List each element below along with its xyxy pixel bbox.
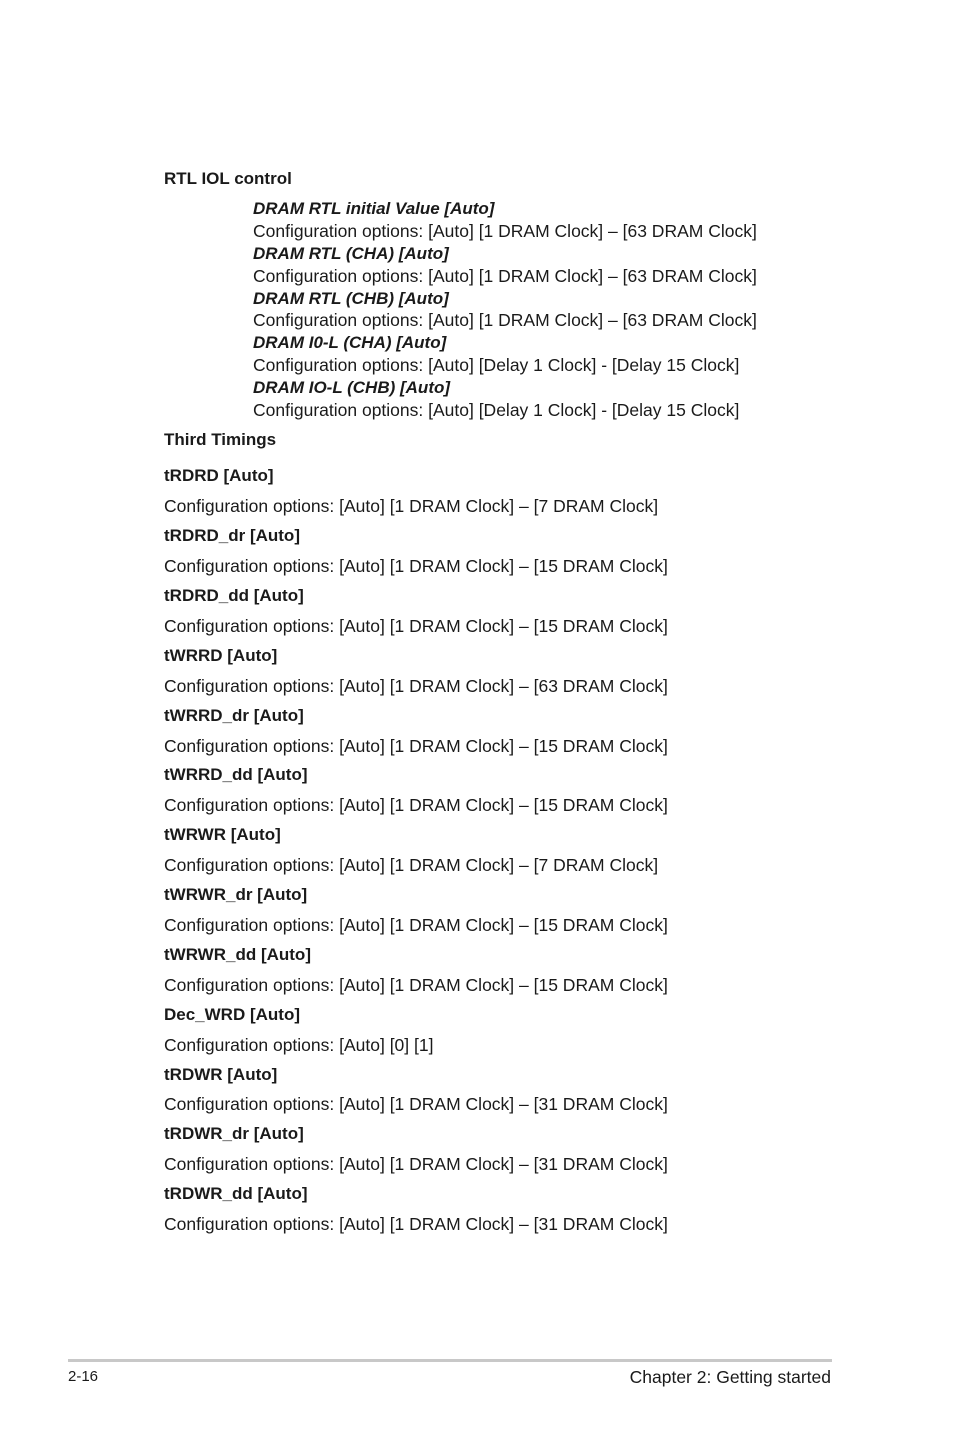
item-options-dec-wrd: Configuration options: [Auto] [0] [1]: [164, 1035, 434, 1055]
item-title-dram-iol-chb: DRAM IO-L (CHB) [Auto]: [253, 378, 451, 397]
item-options-twrwr: Configuration options: [Auto] [1 DRAM Clock] – [7 DRAM Clock]: [164, 855, 659, 875]
item-options-trdrd-dd: Configuration options: [Auto] [1 DRAM Clock] – [15 DRAM Clock]: [164, 616, 668, 636]
item-title-dram-rtl-chb: DRAM RTL (CHB) [Auto]: [253, 289, 449, 308]
item-options-twrrd-dr: Configuration options: [Auto] [1 DRAM Clock] – [15 DRAM Clock]: [164, 736, 668, 756]
section-heading-rtl-iol: RTL IOL control: [164, 169, 292, 188]
item-title-trdrd: tRDRD [Auto]: [164, 466, 274, 485]
item-options-twrwr-dr: Configuration options: [Auto] [1 DRAM Clock] – [15 DRAM Clock]: [164, 915, 668, 935]
item-title-trdwr-dd: tRDWR_dd [Auto]: [164, 1184, 308, 1203]
footer-divider: [68, 1359, 832, 1362]
item-title-twrrd-dr: tWRRD_dr [Auto]: [164, 706, 304, 725]
item-options-trdwr-dd: Configuration options: [Auto] [1 DRAM Clock] – [31 DRAM Clock]: [164, 1214, 668, 1234]
item-title-trdwr-dr: tRDWR_dr [Auto]: [164, 1124, 304, 1143]
item-title-dram-rtl-cha: DRAM RTL (CHA) [Auto]: [253, 244, 449, 263]
item-title-twrwr-dd: tWRWR_dd [Auto]: [164, 945, 311, 964]
item-options-trdrd: Configuration options: [Auto] [1 DRAM Clock] – [7 DRAM Clock]: [164, 496, 659, 516]
item-title-twrwr: tWRWR [Auto]: [164, 825, 281, 844]
item-title-dec-wrd: Dec_WRD [Auto]: [164, 1005, 300, 1024]
page-number: 2-16: [68, 1368, 99, 1385]
item-options-dram-rtl-chb: Configuration options: [Auto] [1 DRAM Clock] – [63 DRAM Clock]: [253, 310, 757, 330]
item-options-dram-rtl-initial: Configuration options: [Auto] [1 DRAM Clock] – [63 DRAM Clock]: [253, 221, 757, 241]
item-options-trdwr-dr: Configuration options: [Auto] [1 DRAM Clock] – [31 DRAM Clock]: [164, 1154, 668, 1174]
item-options-dram-rtl-cha: Configuration options: [Auto] [1 DRAM Clock] – [63 DRAM Clock]: [253, 266, 757, 286]
item-title-twrrd-dd: tWRRD_dd [Auto]: [164, 765, 308, 784]
item-title-twrwr-dr: tWRWR_dr [Auto]: [164, 885, 308, 904]
item-title-twrrd: tWRRD [Auto]: [164, 646, 278, 665]
item-options-twrrd: Configuration options: [Auto] [1 DRAM Clock] – [63 DRAM Clock]: [164, 676, 668, 696]
item-options-twrwr-dd: Configuration options: [Auto] [1 DRAM Clock] – [15 DRAM Clock]: [164, 975, 668, 995]
item-options-trdwr: Configuration options: [Auto] [1 DRAM Clock] – [31 DRAM Clock]: [164, 1094, 668, 1114]
section-heading-third-timings: Third Timings: [164, 430, 277, 449]
item-title-dram-iol-cha: DRAM I0-L (CHA) [Auto]: [253, 333, 447, 352]
item-title-trdrd-dr: tRDRD_dr [Auto]: [164, 526, 300, 545]
item-options-trdrd-dr: Configuration options: [Auto] [1 DRAM Clock] – [15 DRAM Clock]: [164, 556, 668, 576]
item-options-dram-iol-chb: Configuration options: [Auto] [Delay 1 Clock] - [Delay 15 Clock]: [253, 400, 740, 420]
item-title-dram-rtl-initial: DRAM RTL initial Value [Auto]: [253, 199, 495, 218]
item-options-twrrd-dd: Configuration options: [Auto] [1 DRAM Clock] – [15 DRAM Clock]: [164, 795, 668, 815]
chapter-title: Chapter 2: Getting started: [629, 1367, 831, 1387]
item-title-trdwr: tRDWR [Auto]: [164, 1065, 278, 1084]
item-title-trdrd-dd: tRDRD_dd [Auto]: [164, 586, 304, 605]
item-options-dram-iol-cha: Configuration options: [Auto] [Delay 1 Clock] - [Delay 15 Clock]: [253, 355, 740, 375]
